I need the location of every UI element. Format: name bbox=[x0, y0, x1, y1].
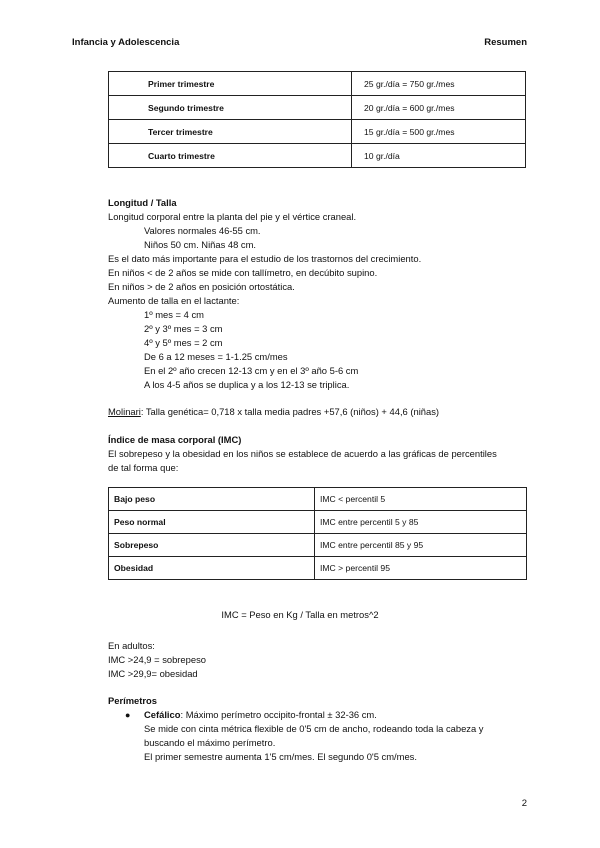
adults-line: IMC >29,9= obesidad bbox=[108, 668, 198, 679]
imc-adults bbox=[108, 639, 206, 681]
table-cell-value: IMC entre percentil 5 y 85 bbox=[315, 511, 527, 534]
table-row bbox=[109, 144, 526, 168]
perimetros-heading: Perímetros bbox=[108, 695, 157, 706]
table-row bbox=[109, 488, 527, 511]
list-item bbox=[108, 708, 484, 722]
page-number: 2 bbox=[521, 798, 527, 809]
talla-line: 1º mes = 4 cm bbox=[144, 309, 204, 320]
table-cell-label: Primer trimestre bbox=[109, 72, 352, 96]
talla-line: 4º y 5º mes = 2 cm bbox=[144, 337, 223, 348]
imc-intro-line: de tal forma que: bbox=[108, 462, 179, 473]
table-cell-label: Segundo trimestre bbox=[109, 96, 352, 120]
table-cell-label: Sobrepeso bbox=[109, 534, 315, 557]
table-cell-value: 15 gr./día = 500 gr./mes bbox=[352, 120, 526, 144]
table-cell-label: Tercer trimestre bbox=[109, 120, 352, 144]
perimetros-line: El primer semestre aumenta 1'5 cm/mes. El segundo 0'5 cm/mes. bbox=[144, 751, 417, 762]
perimetros-line: Se mide con cinta métrica flexible de 0'5 cm de ancho, rodeando toda la cabeza y bbox=[144, 723, 484, 734]
imc-section bbox=[108, 433, 497, 475]
imc-table bbox=[108, 487, 527, 580]
talla-line: En el 2º año crecen 12-13 cm y en el 3º año 5-6 cm bbox=[144, 365, 359, 376]
table-cell-value: IMC entre percentil 85 y 95 bbox=[315, 534, 527, 557]
table-cell-value: IMC < percentil 5 bbox=[315, 488, 527, 511]
talla-line: Valores normales 46-55 cm. bbox=[144, 225, 261, 236]
header-course-title: Infancia y Adolescencia bbox=[72, 37, 180, 48]
table-row bbox=[109, 72, 526, 96]
adults-heading: En adultos: bbox=[108, 640, 155, 651]
table-cell-value: 25 gr./día = 750 gr./mes bbox=[352, 72, 526, 96]
weight-gain-table bbox=[108, 71, 526, 168]
talla-line: Es el dato más importante para el estudio de los trastornos del crecimiento. bbox=[108, 253, 422, 264]
table-row bbox=[109, 511, 527, 534]
header-section-label: Resumen bbox=[484, 37, 527, 48]
table-cell-label: Cuarto trimestre bbox=[109, 144, 352, 168]
cefalico-text: : Máximo perímetro occipito-frontal ± 32-36 cm. bbox=[180, 709, 377, 720]
imc-formula: IMC = Peso en Kg / Talla en metros^2 bbox=[221, 609, 379, 620]
perimetros-section bbox=[108, 694, 484, 764]
talla-line: Longitud corporal entre la planta del pie y el vértice craneal. bbox=[108, 211, 357, 222]
molinari-label: Molinari bbox=[108, 406, 141, 417]
table-row bbox=[109, 557, 527, 580]
talla-line: 2º y 3º mes = 3 cm bbox=[144, 323, 223, 334]
perimetros-line: buscando el máximo perímetro. bbox=[144, 737, 276, 748]
table-row bbox=[109, 534, 527, 557]
talla-line: Aumento de talla en el lactante: bbox=[108, 295, 240, 306]
table-cell-value: 20 gr./día = 600 gr./mes bbox=[352, 96, 526, 120]
table-cell-value: IMC > percentil 95 bbox=[315, 557, 527, 580]
talla-section bbox=[108, 196, 421, 392]
table-cell-label: Obesidad bbox=[109, 557, 315, 580]
imc-intro-line: El sobrepeso y la obesidad en los niños se establece de acuerdo a las gráficas de percentiles bbox=[108, 448, 497, 459]
molinari-text: : Talla genética= 0,718 x talla media padres +57,6 (niños) + 44,6 (niñas) bbox=[140, 406, 440, 417]
adults-line: IMC >24,9 = sobrepeso bbox=[108, 654, 206, 665]
talla-line: A los 4-5 años se duplica y a los 12-13 se triplica. bbox=[144, 379, 350, 390]
table-cell-label: Peso normal bbox=[109, 511, 315, 534]
talla-line: Niños 50 cm. Niñas 48 cm. bbox=[144, 239, 257, 250]
table-cell-value: 10 gr./día bbox=[352, 144, 526, 168]
imc-heading: Índice de masa corporal (IMC) bbox=[108, 434, 242, 445]
bullet-icon: ● bbox=[125, 710, 131, 720]
table-row bbox=[109, 120, 526, 144]
talla-line: De 6 a 12 meses = 1-1.25 cm/mes bbox=[144, 351, 288, 362]
talla-heading: Longitud / Talla bbox=[108, 197, 177, 208]
molinari-formula bbox=[108, 405, 439, 419]
cefalico-label: Cefálico bbox=[144, 709, 181, 720]
talla-line: En niños > de 2 años en posición ortostática. bbox=[108, 281, 295, 292]
table-row bbox=[109, 96, 526, 120]
talla-line: En niños < de 2 años se mide con tallímetro, en decúbito supino. bbox=[108, 267, 378, 278]
table-cell-label: Bajo peso bbox=[109, 488, 315, 511]
